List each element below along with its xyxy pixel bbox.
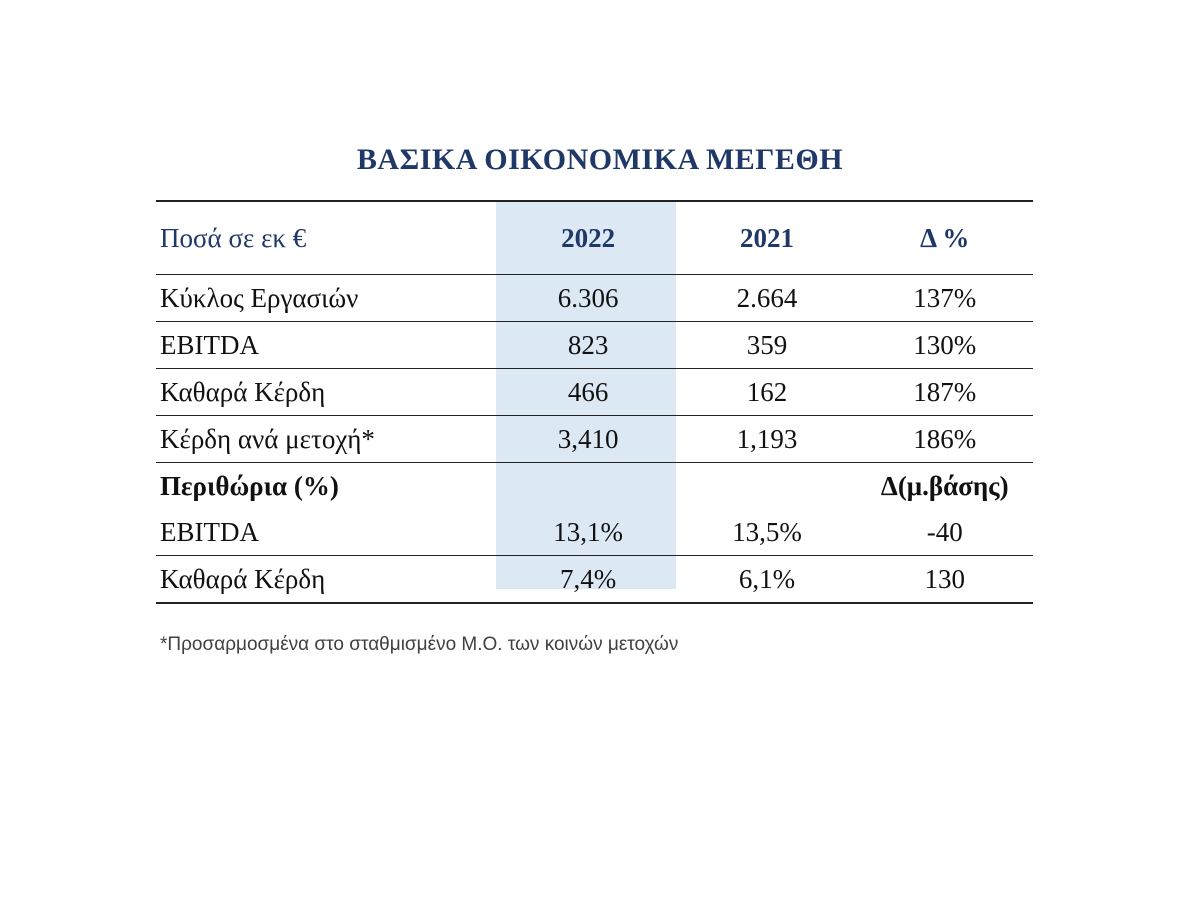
financials-table xyxy=(156,200,1033,604)
header-cell: Δ % xyxy=(856,201,1033,275)
table-row xyxy=(156,275,1033,322)
table-cell: 6,1% xyxy=(738,564,796,594)
table-cell: 3,410 xyxy=(499,416,678,463)
table-row xyxy=(156,556,1033,604)
table-cell: Κέρδη ανά μετοχή* xyxy=(156,416,499,463)
page-title: ΒΑΣΙΚΑ ΟΙΚΟΝΟΜΙΚΑ ΜΕΓΕΘΗ xyxy=(356,143,844,176)
table-cell: 137% xyxy=(856,275,1033,322)
section-row xyxy=(156,463,1033,510)
table-cell: EBITDA xyxy=(156,509,499,556)
table-cell: EBITDA xyxy=(156,322,499,369)
table-cell xyxy=(499,463,678,510)
table-row xyxy=(156,322,1033,369)
table-row xyxy=(156,509,1033,556)
header-cell: 2021 xyxy=(678,201,857,275)
table-cell: 6.306 xyxy=(499,275,678,322)
section-label: Περιθώρια (%) xyxy=(160,471,339,501)
header-cell: 2022 xyxy=(499,201,678,275)
table-cell: 186% xyxy=(856,416,1033,463)
table-row xyxy=(156,416,1033,463)
table-cell: -40 xyxy=(856,509,1033,556)
table-header-row xyxy=(156,201,1033,275)
section-delta-label: Δ(μ.βάσης) xyxy=(880,471,1009,501)
table-cell xyxy=(678,463,857,510)
table-cell: Κύκλος Εργασιών xyxy=(156,275,499,322)
footnote: *Προσαρμοσμένα στο σταθμισμένο Μ.Ο. των κοινών μετοχών xyxy=(160,634,679,655)
table-cell: 13,5% xyxy=(678,509,857,556)
table-cell: 187% xyxy=(856,369,1033,416)
table-cell: 13,1% xyxy=(499,509,678,556)
table-cell: 130 xyxy=(924,564,965,594)
table-cell: Καθαρά Κέρδη xyxy=(156,369,499,416)
table-cell: 2.664 xyxy=(678,275,857,322)
table-cell: 823 xyxy=(499,322,678,369)
table-cell: 162 xyxy=(678,369,857,416)
header-cell: Ποσά σε εκ € xyxy=(156,201,499,275)
table-cell: 7,4% xyxy=(560,564,617,594)
financials-table-wrap xyxy=(156,200,1033,604)
table-row xyxy=(156,369,1033,416)
table-cell: 1,193 xyxy=(678,416,857,463)
table-cell: 130% xyxy=(856,322,1033,369)
table-cell: 466 xyxy=(499,369,678,416)
table-cell: Καθαρά Κέρδη xyxy=(160,564,326,594)
table-cell: 359 xyxy=(678,322,857,369)
